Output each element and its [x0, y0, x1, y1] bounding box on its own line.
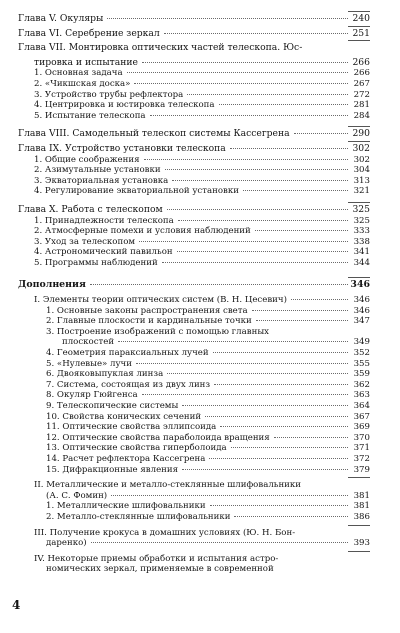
dot-leader	[139, 241, 348, 242]
toc-entry-page: 359	[353, 369, 370, 380]
page-rule	[348, 26, 370, 27]
toc-entry-title: 4. Геометрия параксиальных лучей	[46, 348, 209, 359]
dot-leader	[256, 320, 348, 321]
page-rule	[348, 141, 370, 142]
spacer	[18, 197, 370, 201]
dot-leader	[230, 148, 348, 149]
page-rule	[348, 126, 370, 127]
dot-leader	[294, 133, 348, 134]
toc-entry-page: 333	[353, 226, 370, 237]
toc-entry	[18, 68, 370, 79]
page-rule	[348, 551, 370, 552]
dot-leader	[178, 220, 348, 221]
dot-leader	[144, 159, 348, 160]
dot-leader	[165, 169, 348, 170]
toc-entry-page: 349	[353, 337, 370, 348]
toc-entry-title: 2. Главные плоскости и кардинальные точки	[46, 316, 252, 327]
spacer	[18, 272, 370, 274]
toc-entry	[18, 443, 370, 454]
toc-entry-title: 6. Двояковыпуклая линза	[46, 369, 164, 380]
page-number: 4	[12, 598, 21, 612]
chapter-heading-title: Глава IX. Устройство установки телескопа	[18, 142, 226, 154]
dot-leader	[111, 495, 348, 496]
toc-entry-page: 355	[353, 358, 370, 369]
appendix-section	[18, 564, 370, 575]
toc-entry-title: 1. Общие соображения	[34, 154, 140, 165]
toc-entry-title: 1. Принадлежности телескопа	[34, 215, 174, 226]
toc-entry-page: 346	[353, 305, 370, 316]
toc-entry-title: 14. Расчет рефлектора Кассегрена	[46, 453, 206, 464]
toc-entry	[18, 454, 370, 465]
chapter-heading	[18, 144, 370, 155]
appendix-heading-title: Дополнения	[18, 279, 86, 291]
toc-entry-page: 352	[353, 348, 370, 359]
toc-entry-page: 370	[353, 432, 370, 443]
toc-entry	[18, 401, 370, 412]
dot-leader	[107, 18, 348, 19]
chapter-heading	[18, 205, 370, 216]
dot-leader	[209, 458, 348, 459]
toc-entry-title: 4. Регулирование экваториальной установки	[34, 186, 239, 197]
toc-entry-title: 4. Центрировка и юстировка телескопа	[34, 100, 215, 111]
toc-entry-page: 302	[353, 154, 370, 165]
dot-leader	[274, 437, 348, 438]
toc-entry-page: 325	[353, 215, 370, 226]
table-of-contents	[18, 10, 370, 580]
toc-entry	[18, 359, 370, 370]
dot-leader	[142, 62, 348, 63]
toc-entry-page: 313	[353, 175, 370, 186]
appendix-section-page: 346	[353, 295, 370, 306]
toc-entry	[18, 186, 370, 197]
appendix-section-title: II. Металлические и металло-стеклянные шлифовальники	[34, 480, 302, 491]
appendix-section-title: (А. С. Фомин)	[46, 490, 108, 501]
toc-entry	[18, 100, 370, 111]
toc-entry	[18, 79, 370, 90]
chapter-heading-page: 240	[352, 13, 370, 24]
page-rule	[348, 40, 370, 41]
toc-entry-title: 12. Оптические свойства параболоида вращения	[46, 432, 270, 443]
toc-entry	[18, 422, 370, 433]
toc-entry-title: 1. Металлические шлифовальники	[46, 501, 206, 512]
toc-entry	[18, 258, 370, 269]
dot-leader	[127, 72, 348, 73]
dot-leader	[210, 505, 348, 506]
chapter-heading-title: Глава X. Работа с телескопом	[18, 203, 163, 215]
toc-entry-title: 2. «Чикшская доска»	[34, 78, 131, 89]
chapter-heading-title: Глава VII. Монтировка оптических частей телескопа. Юс-	[18, 42, 303, 54]
toc-entry	[18, 412, 370, 423]
chapter-heading-page: 325	[352, 203, 370, 215]
dot-leader	[182, 405, 348, 406]
dot-leader	[90, 284, 348, 285]
appendix-section-title: IV. Некоторые приемы обработки и испытания астро-	[34, 553, 279, 564]
toc-entry-title: 5. Испытание телескопа	[34, 110, 146, 121]
toc-entry	[18, 226, 370, 237]
dot-leader	[205, 416, 348, 417]
toc-entry-page: 379	[353, 464, 370, 475]
toc-entry-title: 8. Окуляр Гюйгенса	[46, 390, 138, 401]
toc-entry-page: 344	[353, 257, 370, 268]
dot-leader	[136, 363, 348, 364]
toc-entry-title: 9. Телескопические системы	[46, 401, 179, 411]
dot-leader	[182, 469, 348, 470]
toc-entry-title: 1. Основная задача	[34, 68, 123, 79]
page-rule	[348, 277, 370, 278]
toc-entry-page: 284	[353, 110, 370, 121]
toc-entry	[18, 465, 370, 476]
appendix-section-title: III. Получение крокуса в домашних условиях (Ю. Н. Бон-	[34, 527, 296, 538]
dot-leader	[164, 33, 348, 34]
toc-entry-page: 364	[353, 401, 370, 411]
dot-leader	[214, 384, 348, 385]
toc-entry-page: 266	[353, 68, 370, 79]
appendix-section	[18, 528, 370, 539]
dot-leader	[219, 104, 348, 105]
page-rule	[348, 525, 370, 526]
toc-entry-page: 281	[353, 100, 370, 111]
toc-entry-title: 2. Азимутальные установки	[34, 165, 161, 176]
toc-entry-title: 3. Уход за телескопом	[34, 236, 136, 247]
appendix-section	[18, 491, 370, 502]
toc-entry-title: 3. Экваториальная установка	[34, 175, 169, 186]
toc-entry-page: 363	[353, 390, 370, 401]
dot-leader	[162, 262, 348, 263]
toc-entry-title: 2. Металло-стеклянные шлифовальники	[46, 511, 231, 522]
toc-entry-page: 347	[353, 316, 370, 327]
chapter-heading	[18, 14, 370, 25]
spacer	[18, 121, 370, 125]
dot-leader	[134, 83, 348, 84]
dot-leader	[177, 251, 348, 252]
toc-entry	[18, 390, 370, 401]
appendix-section-page: 393	[353, 538, 370, 549]
toc-entry-page: 367	[353, 411, 370, 422]
dot-leader	[252, 310, 348, 311]
chapter-heading	[18, 43, 370, 54]
toc-entry	[18, 176, 370, 187]
chapter-heading	[18, 58, 370, 69]
toc-entry-title: 3. Устройство трубы рефлектора	[34, 89, 184, 100]
chapter-heading-page: 302	[352, 142, 370, 154]
toc-entry	[18, 369, 370, 380]
dot-leader	[243, 190, 348, 191]
toc-entry-title: 3. Построение изображений с помощью главных	[46, 326, 270, 337]
toc-entry	[18, 337, 370, 348]
toc-entry	[18, 155, 370, 166]
dot-leader	[172, 180, 348, 181]
dot-leader	[167, 209, 348, 210]
appendix-section	[18, 480, 370, 491]
toc-entry	[18, 306, 370, 317]
toc-entry-title: 11. Оптические свойства эллипсоида	[46, 422, 217, 433]
dot-leader	[255, 230, 348, 231]
appendix-section-title: I. Элементы теории оптических систем (В. Н. Цесевич)	[34, 295, 287, 306]
chapter-heading-title: Глава V. Окуляры	[18, 13, 104, 24]
toc-entry	[18, 327, 370, 338]
dot-leader	[231, 447, 348, 448]
toc-entry-title: 5. «Нулевые» лучи	[46, 358, 132, 369]
toc-entry-page: 362	[353, 379, 370, 390]
toc-entry	[18, 216, 370, 227]
toc-entry-page: 369	[353, 422, 370, 433]
toc-entry	[18, 165, 370, 176]
toc-entry	[18, 316, 370, 327]
appendix-section	[18, 554, 370, 565]
toc-entry	[18, 433, 370, 444]
dot-leader	[150, 115, 348, 116]
appendix-heading	[18, 280, 370, 291]
appendix-section	[18, 295, 370, 306]
toc-entry-page: 338	[353, 236, 370, 247]
toc-entry-title: 7. Система, состоящая из двух линз	[46, 379, 211, 390]
toc-entry-page: 386	[353, 511, 370, 522]
dot-leader	[187, 94, 348, 95]
chapter-heading	[18, 29, 370, 40]
page-rule	[348, 477, 370, 478]
dot-leader	[291, 299, 348, 300]
toc-entry-page: 321	[353, 186, 370, 197]
page-rule	[348, 202, 370, 203]
chapter-heading-page: 251	[352, 27, 370, 39]
dot-leader	[234, 516, 348, 517]
toc-entry	[18, 90, 370, 101]
toc-entry	[18, 380, 370, 391]
dot-leader	[142, 394, 348, 395]
chapter-heading-title: Глава VIII. Самодельный телескоп системы Кассегрена	[18, 128, 290, 140]
toc-entry-title: 10. Свойства конических сечений	[46, 411, 202, 422]
page-rule	[348, 11, 370, 12]
toc-entry-page: 372	[353, 453, 370, 464]
chapter-heading-title: тировка и испытание	[34, 56, 138, 68]
toc-entry-title: 5. Программы наблюдений	[34, 257, 158, 268]
dot-leader	[167, 373, 348, 374]
spacer	[18, 575, 370, 580]
chapter-heading	[18, 129, 370, 140]
chapter-heading-title: Глава VI. Серебрение зеркал	[18, 27, 160, 39]
toc-entry-page: 371	[353, 443, 370, 454]
chapter-heading-page: 266	[352, 56, 370, 68]
toc-entry-title: 1. Основные законы распространения света	[46, 305, 248, 316]
toc-entry-page: 304	[353, 165, 370, 176]
toc-entry	[18, 501, 370, 512]
toc-entry-title: 15. Дифракционные явления	[46, 464, 179, 475]
toc-entry-page: 381	[353, 501, 370, 512]
appendix-section-title: номических зеркал, применяемые в современной	[46, 564, 274, 575]
toc-entry-page: 267	[353, 78, 370, 89]
toc-entry	[18, 247, 370, 258]
appendix-heading-page: 346	[350, 279, 370, 291]
dot-leader	[220, 426, 348, 427]
toc-entry	[18, 237, 370, 248]
appendix-section	[18, 538, 370, 549]
toc-entry-title: 4. Астрономический павильон	[34, 247, 173, 258]
toc-entry	[18, 348, 370, 359]
toc-entry-page: 341	[353, 247, 370, 258]
toc-entry-title: 13. Оптические свойства гиперболоида	[46, 443, 227, 454]
dot-leader	[213, 352, 348, 353]
appendix-section-title: даренко)	[46, 538, 87, 549]
toc-entry-title: 2. Атмосферные помехи и условия наблюдений	[34, 226, 251, 237]
toc-entry-page: 272	[353, 89, 370, 100]
dot-leader	[91, 542, 348, 543]
appendix-section-page: 381	[353, 490, 370, 501]
chapter-heading-page: 290	[352, 128, 370, 140]
toc-entry	[18, 512, 370, 523]
toc-entry-title: плоскостей	[62, 337, 115, 348]
dot-leader	[118, 341, 348, 342]
toc-entry	[18, 111, 370, 122]
